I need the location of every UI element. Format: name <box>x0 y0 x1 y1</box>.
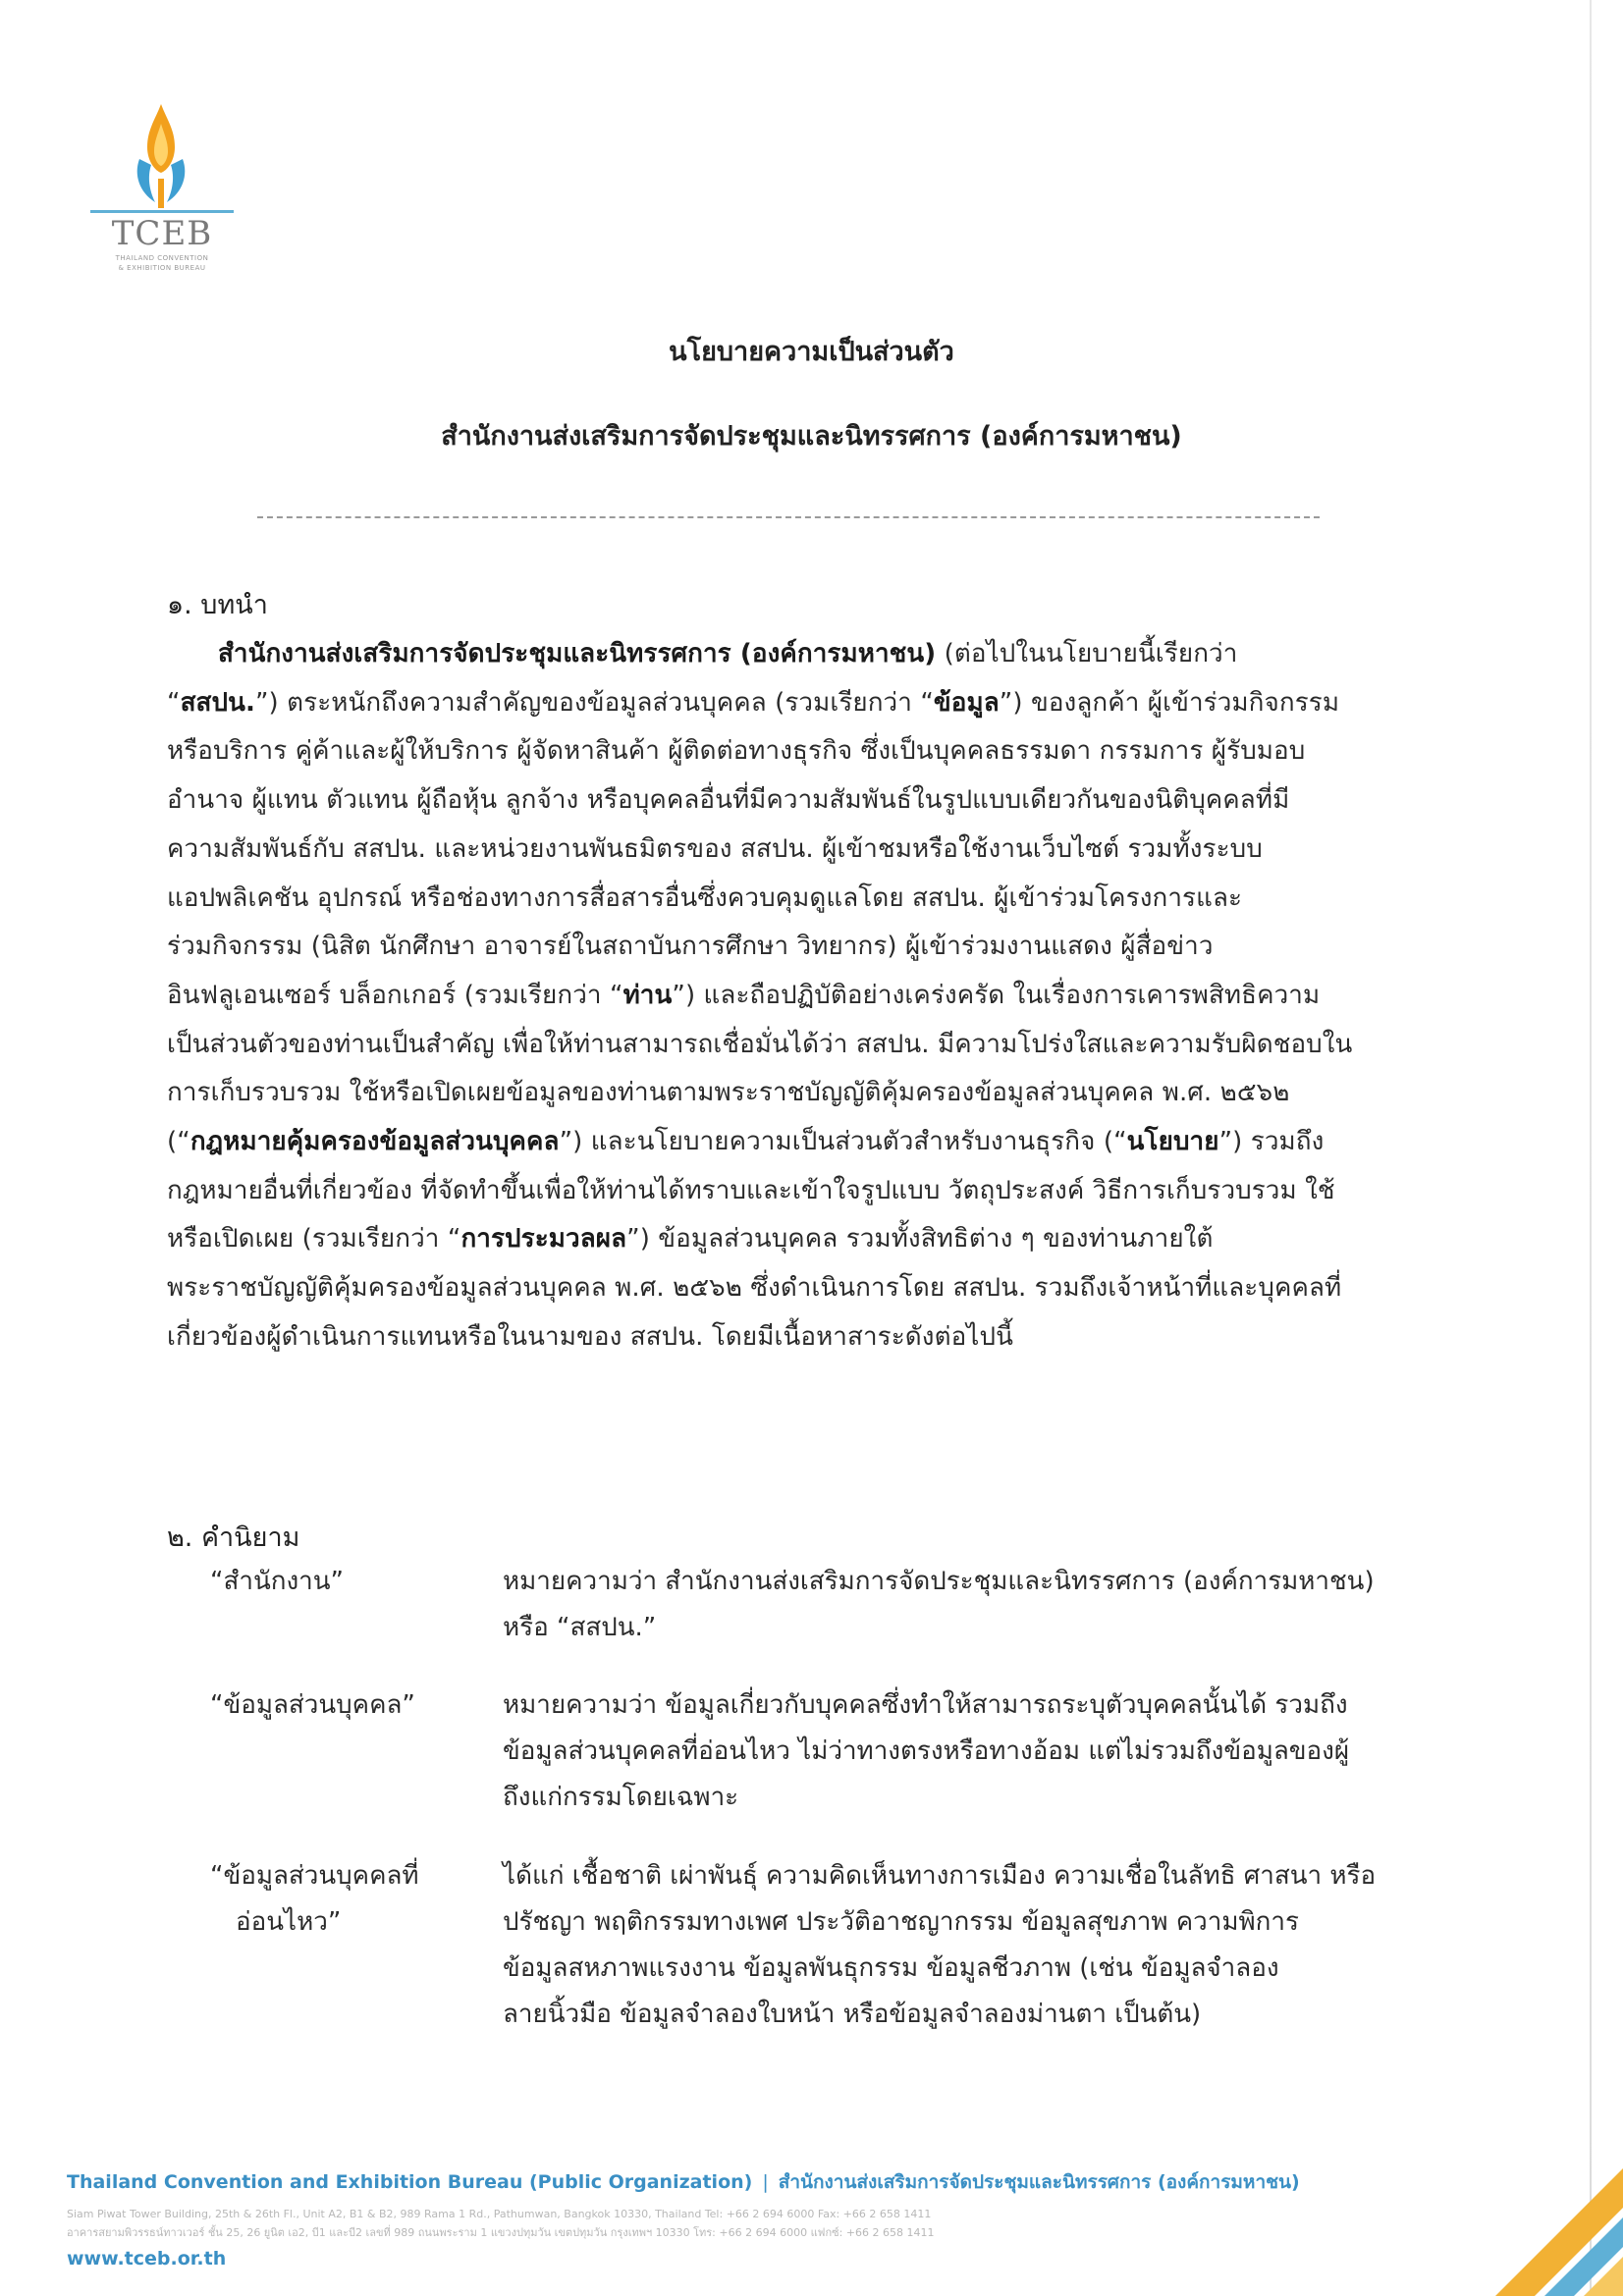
definition-description-line: ปรัชญา พฤติกรรมทางเพศ ประวัติอาชญากรรม ข้อมูลสุขภาพ ความพิการ <box>503 1907 1299 1937</box>
defined-term: สสปน. <box>180 687 255 718</box>
footer-address-en: Siam Piwat Tower Building, 25th & 26th Fl., Unit A2, B1 & B2, 989 Rama 1 Rd., Pathumwan, Bangkok 10330, Thailand Tel: +66 2 694 6000 Fax: +66 2 658 1411 <box>67 2208 932 2220</box>
logo-subtitle-line-2: & EXHIBITION BUREAU <box>118 264 206 272</box>
paragraph-text: หรือบริการ คู่ค้าและผู้ให้บริการ ผู้จัดหาสินค้า ผู้ติดต่อทางธุรกิจ ซึ่งเป็นบุคคลธรรมดา กรรมการ ผู้รับมอบ <box>167 736 1306 767</box>
footer-address-th: อาคารสยามพิวรรธน์ทาวเวอร์ ชั้น 25, 26 ยูนิต เอ2, บี1 และบี2 เลขที่ 989 ถนนพระราม 1 แขวงปทุมวัน เขตปทุมวัน กรุงเทพฯ 10330 โทร: +66 2 694 6000 แฟกซ์: +66 2 658 1411 <box>67 2226 935 2239</box>
paragraph-text: “ <box>167 687 181 718</box>
definition-description <box>503 1853 1416 2038</box>
definition-term <box>210 1682 485 1729</box>
dashed-divider <box>257 516 1320 518</box>
section-2-heading: ๒. คำนิยาม <box>167 1522 300 1553</box>
paragraph-text: ร่วมกิจกรรม (นิสิต นักศึกษา อาจารย์ในสถาบันการศึกษา วิทยากร) ผู้เข้าร่วมงานแสดง ผู้สื่อข่าว <box>167 932 1214 962</box>
definition-term-line: อ่อนไหว” <box>236 1907 342 1937</box>
logo-rule <box>90 210 234 213</box>
definition-description-line: ลายนิ้วมือ ข้อมูลจำลองใบหน้า หรือข้อมูลจำลองม่านตา เป็นต้น) <box>503 2000 1202 2029</box>
logo-subtitle-line-1: THAILAND CONVENTION <box>115 254 209 262</box>
defined-term: กฎหมายคุ้มครองข้อมูลส่วนบุคคล <box>189 1127 560 1157</box>
paragraph-line <box>167 727 1410 776</box>
paragraph-line <box>167 1021 1410 1070</box>
section-1-paragraph <box>167 630 1410 1362</box>
definition-term-line: “สำนักงาน” <box>210 1567 344 1596</box>
definition-description-line: ข้อมูลสหภาพแรงงาน ข้อมูลพันธุกรรม ข้อมูลชีวภาพ (เช่น ข้อมูลจำลอง <box>503 1953 1279 1983</box>
paragraph-line <box>167 1313 1410 1362</box>
paragraph-text: พระราชบัญญัติคุ้มครองข้อมูลส่วนบุคคล พ.ศ. ๒๕๖๒ ซึ่งดำเนินการโดย สสปน. รวมถึงเจ้าหน้าที่และบุคคลที่ <box>167 1273 1342 1304</box>
paragraph-text: ”) และนโยบายความเป็นส่วนตัวสำหรับงานธุรกิจ (“ <box>559 1127 1127 1157</box>
paragraph-text: ”) รวมถึง <box>1218 1127 1325 1157</box>
paragraph-line <box>167 972 1410 1021</box>
paragraph-line <box>167 1167 1410 1216</box>
definition-description-line: ถึงแก่กรรมโดยเฉพาะ <box>503 1783 739 1812</box>
paragraph-text: ”) ของลูกค้า ผู้เข้าร่วมกิจกรรม <box>999 687 1340 718</box>
paragraph-text: ”) ตระหนักถึงความสำคัญของข้อมูลส่วนบุคคล (รวมเรียกว่า “ <box>254 687 934 718</box>
definition-description-line: หรือ “สสปน.” <box>503 1613 657 1642</box>
defined-term: การประมวลผล <box>460 1224 627 1255</box>
paragraph-line <box>167 1215 1410 1264</box>
paragraph-line <box>167 826 1410 875</box>
paragraph-text: ความสัมพันธ์กับ สสปน. และหน่วยงานพันธมิตรของ สสปน. ผู้เข้าชมหรือใช้งานเว็บไซต์ รวมทั้งระบบ <box>167 833 1263 864</box>
paragraph-text: (ต่อไปในนโยบายนี้เรียกว่า <box>936 639 1238 668</box>
definition-term <box>210 1559 485 1605</box>
tceb-logo <box>84 102 257 279</box>
definition-description-line: หมายความว่า สำนักงานส่งเสริมการจัดประชุมและนิทรรศการ (องค์การมหาชน) <box>503 1567 1375 1596</box>
definition-term-line: “ข้อมูลส่วนบุคคลที่ <box>210 1861 419 1891</box>
paragraph-line <box>167 776 1410 826</box>
logo-wordmark: TCEB <box>111 214 213 253</box>
paragraph-text: กฎหมายอื่นที่เกี่ยวข้อง ที่จัดทำขึ้นเพื่อให้ท่านได้ทราบและเข้าใจรูปแบบ วัตถุประสงค์ วิธีการเก็บรวบรวม ใช้ <box>167 1175 1335 1205</box>
definition-description-line: ข้อมูลส่วนบุคคลที่อ่อนไหว ไม่ว่าทางตรงหรือทางอ้อม แต่ไม่รวมถึงข้อมูลของผู้ <box>503 1736 1350 1766</box>
footer-address <box>67 2205 1441 2242</box>
paragraph-line <box>167 630 1410 679</box>
definition-description <box>503 1559 1416 1651</box>
paragraph-text: ”) และถือปฏิบัติอย่างเคร่งครัด ในเรื่องการเคารพสิทธิความ <box>672 980 1321 1010</box>
paragraph-text: เกี่ยวข้องผู้ดำเนินการแทนหรือในนามของ สสปน. โดยมีเนื้อหาสาระดังต่อไปนี้ <box>167 1321 1013 1352</box>
definition-term <box>210 1853 485 1946</box>
paragraph-line <box>167 679 1410 728</box>
paragraph-text: อินฟลูเอนเซอร์ บล็อกเกอร์ (รวมเรียกว่า “ <box>167 980 623 1010</box>
definition-term-line: “ข้อมูลส่วนบุคคล” <box>210 1690 415 1720</box>
logo-subtitle <box>84 253 240 273</box>
paragraph-line <box>167 875 1410 924</box>
paragraph-line <box>167 1264 1410 1313</box>
defined-term: สำนักงานส่งเสริมการจัดประชุมและนิทรรศการ (องค์การมหาชน) <box>218 639 937 668</box>
paragraph-text: การเก็บรวบรวม ใช้หรือเปิดเผยข้อมูลของท่านตามพระราชบัญญัติคุ้มครองข้อมูลส่วนบุคคล พ.ศ. ๒๕๖๒ <box>167 1078 1290 1108</box>
definition-description-line: ได้แก่ เชื้อชาติ เผ่าพันธุ์ ความคิดเห็นทางการเมือง ความเชื่อในลัทธิ ศาสนา หรือ <box>503 1861 1377 1891</box>
footer-org <box>67 2167 1441 2197</box>
defined-term: ข้อมูล <box>933 687 1000 718</box>
page-footer <box>67 2167 1441 2269</box>
footer-org-en: Thailand Convention and Exhibition Bureau (Public Organization) <box>67 2171 753 2193</box>
definition-description-line: หมายความว่า ข้อมูลเกี่ยวกับบุคคลซึ่งทำให้สามารถระบุตัวบุคคลนั้นได้ รวมถึง <box>503 1690 1348 1720</box>
corner-stripes-decoration <box>1476 2149 1623 2296</box>
section-1-heading: ๑. บทนำ <box>167 590 268 620</box>
paragraph-text: หรือเปิดเผย (รวมเรียกว่า “ <box>167 1224 461 1255</box>
organization-title: สำนักงานส่งเสริมการจัดประชุมและนิทรรศการ (องค์การมหาชน) <box>441 421 1182 452</box>
paragraph-line <box>167 1118 1410 1167</box>
paragraph-text: อำนาจ ผู้แทน ตัวแทน ผู้ถือหุ้น ลูกจ้าง หรือบุคคลอื่นที่มีความสัมพันธ์ในรูปแบบเดียวกันของนิติบุคคลที่มี <box>167 785 1290 816</box>
paragraph-text: แอปพลิเคชัน อุปกรณ์ หรือช่องทางการสื่อสารอื่นซึ่งควบคุมดูแลโดย สสปน. ผู้เข้าร่วมโครงการและ <box>167 882 1243 913</box>
paragraph-line <box>167 923 1410 972</box>
flame-logo-icon <box>126 102 196 210</box>
paragraph-text: เป็นส่วนตัวของท่านเป็นสำคัญ เพื่อให้ท่านสามารถเชื่อมั่นได้ว่า สสปน. มีความโปร่งใสและความรับผิดชอบใน <box>167 1029 1353 1059</box>
defined-term: ท่าน <box>622 980 673 1010</box>
paragraph-text: ”) ข้อมูลส่วนบุคคล รวมทั้งสิทธิต่าง ๆ ของท่านภายใต้ <box>626 1224 1214 1255</box>
footer-separator: | <box>762 2171 769 2193</box>
footer-org-th: สำนักงานส่งเสริมการจัดประชุมและนิทรรศการ (องค์การมหาชน) <box>778 2171 1300 2193</box>
definition-description <box>503 1682 1416 1821</box>
paragraph-line <box>167 1069 1410 1118</box>
document-title: นโยบายความเป็นส่วนตัว <box>669 337 954 367</box>
defined-term: นโยบาย <box>1126 1127 1219 1157</box>
footer-url-link[interactable]: www.tceb.or.th <box>67 2248 227 2269</box>
paragraph-text: (“ <box>167 1127 190 1157</box>
